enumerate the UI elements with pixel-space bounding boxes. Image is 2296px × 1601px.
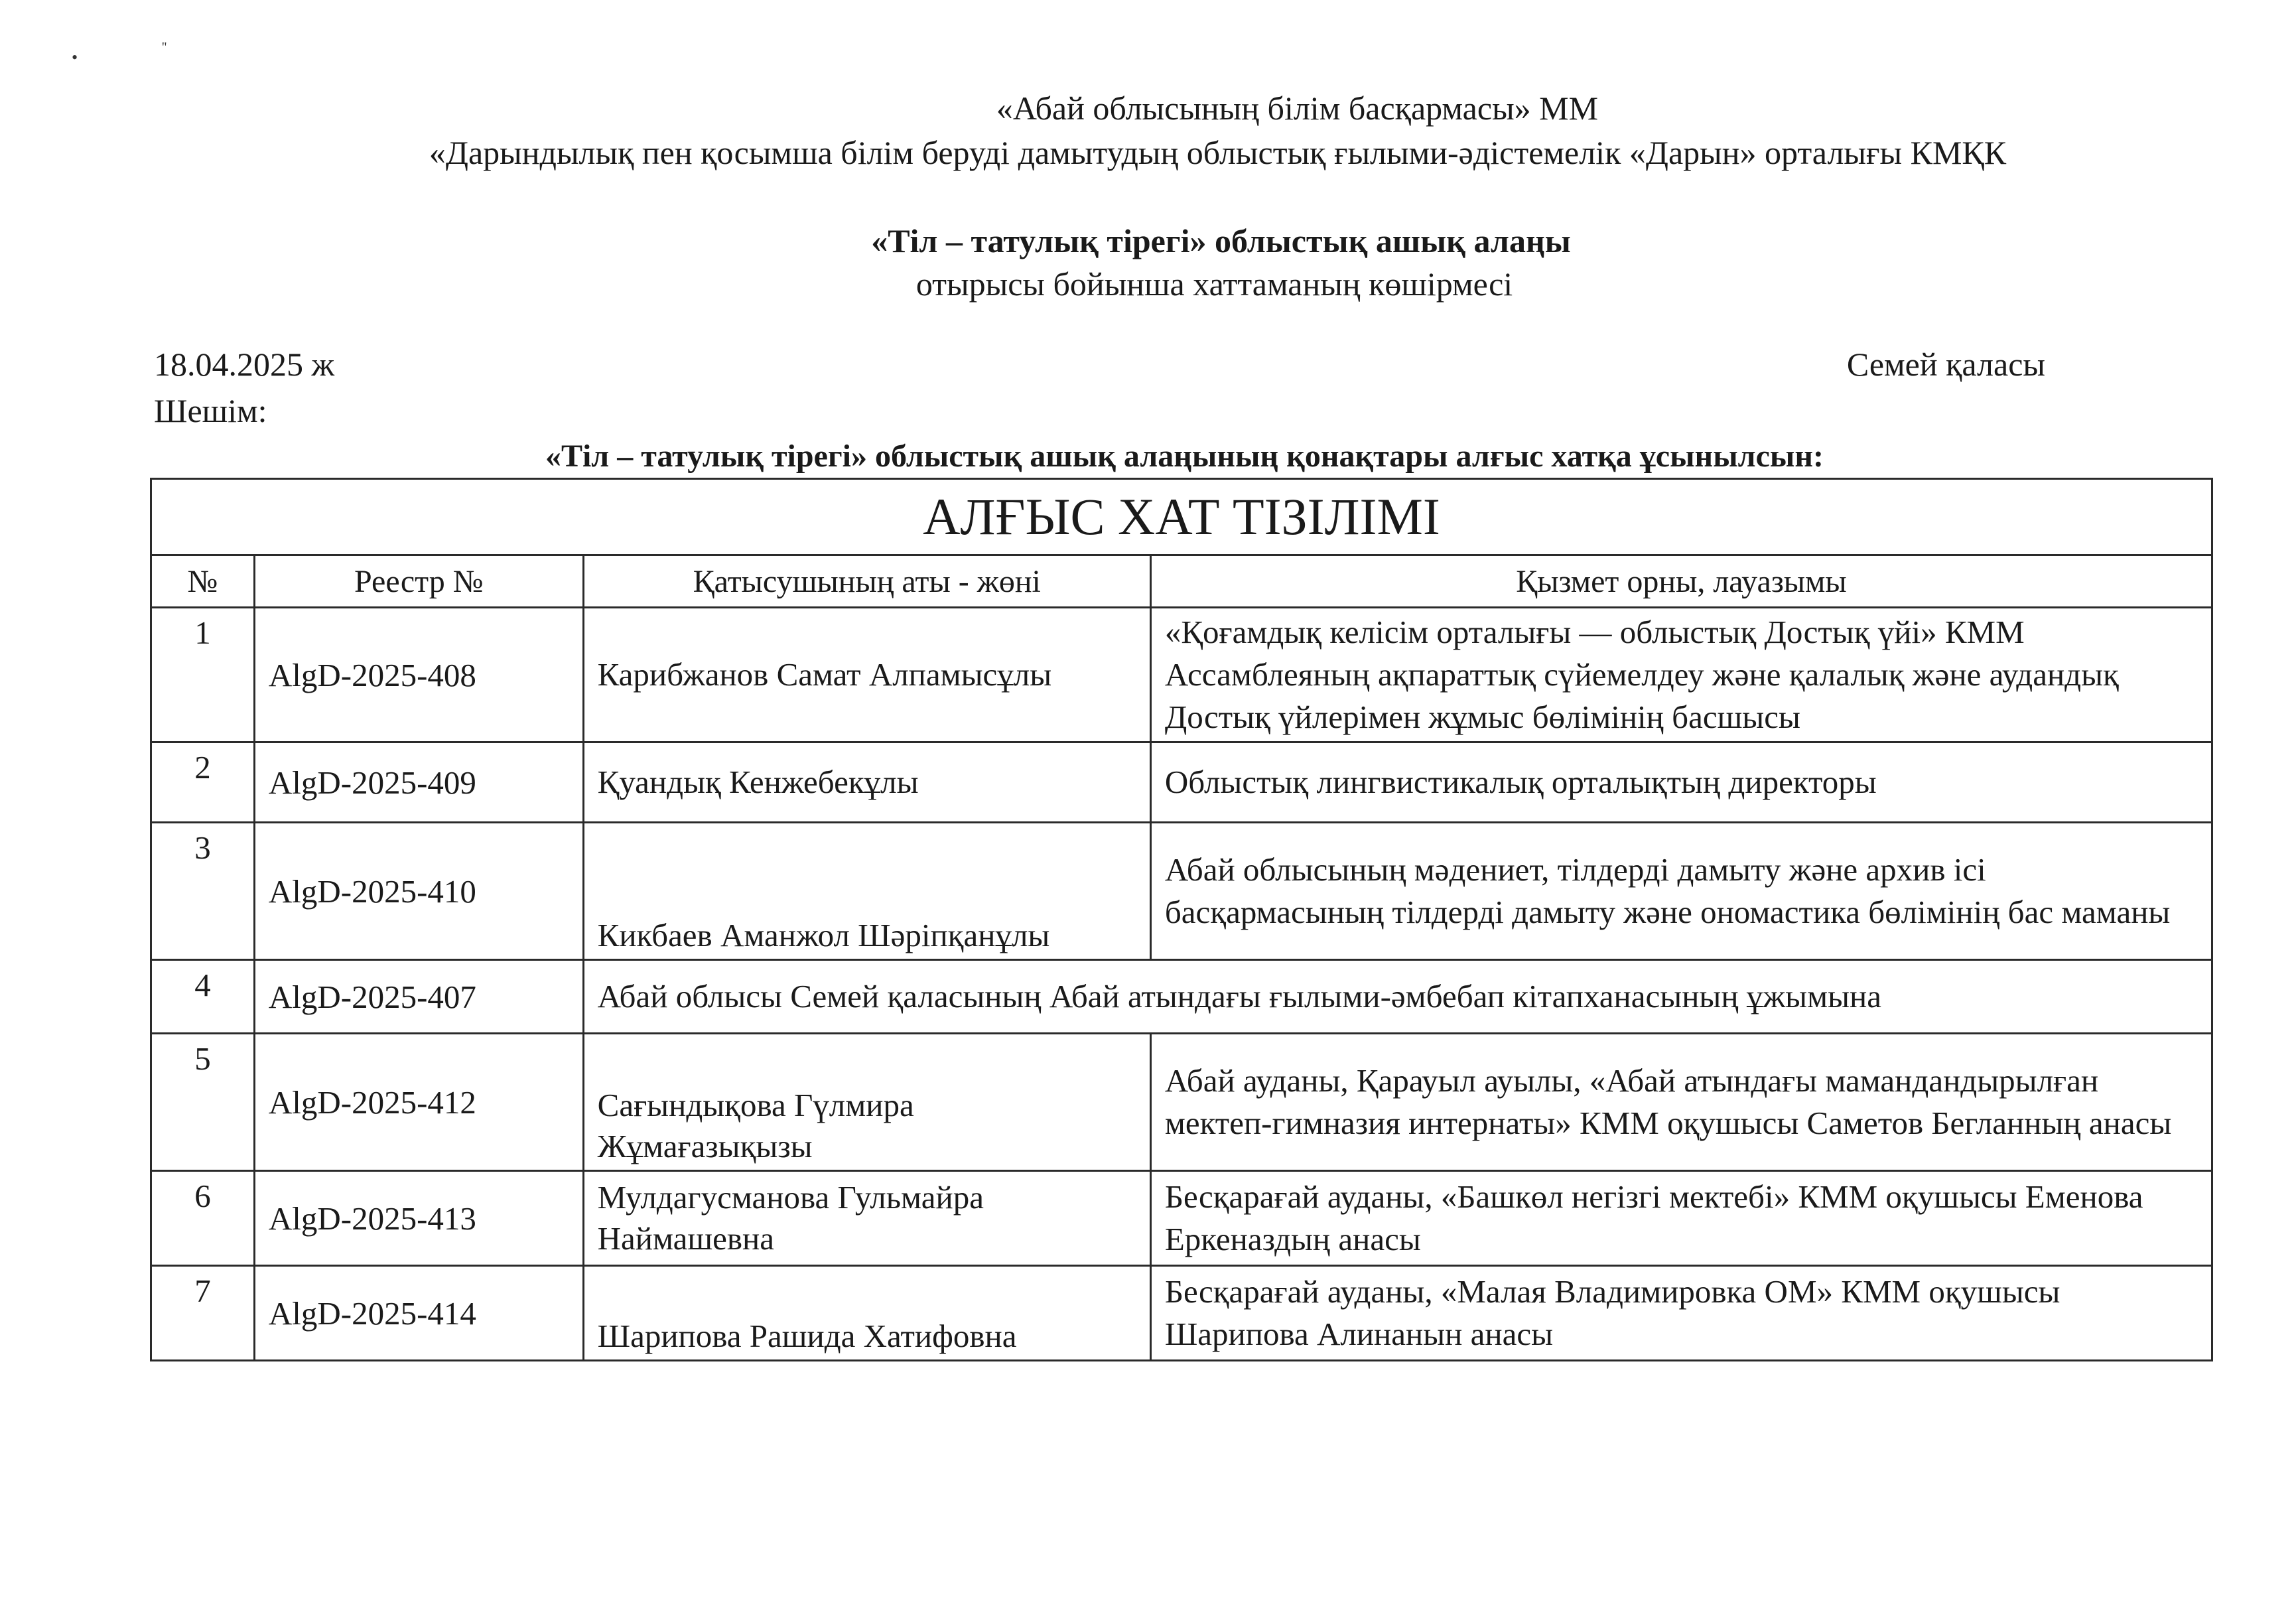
header-number: № [151, 555, 255, 608]
registry-table [150, 478, 2213, 1361]
document-date: 18.04.2025 ж [154, 346, 335, 383]
scan-dot-mark: • [72, 48, 78, 67]
scan-tick-mark: '' [162, 40, 167, 54]
row-name: Кикбаев Аманжол Шәріпқанұлы [583, 823, 1150, 960]
document-city: Семей қаласы [1846, 346, 2045, 383]
row-number: 5 [151, 1034, 255, 1171]
row-name: Қуандық Кенжебекұлы [583, 742, 1150, 823]
row-number: 7 [151, 1266, 255, 1361]
table-header-row [151, 555, 2212, 608]
row-registry: AlgD-2025-408 [254, 608, 583, 742]
row-place: Абай ауданы, Қарауыл ауылы, «Абай атындағы мамандандырылған мектеп-гимназия интернаты» КММ оқушысы Саметов Бегланның анасы [1150, 1034, 2212, 1171]
table-row [151, 960, 2212, 1034]
row-name: Абай облысы Семей қаласының Абай атындағы ғылыми-әмбебап кітапханасының ұжымына [583, 960, 2212, 1034]
row-name: Шарипова Рашида Хатифовна [583, 1266, 1150, 1361]
row-name: Карибжанов Самат Алпамысұлы [583, 608, 1150, 742]
table-caption: АЛҒЫС ХАТ ТІЗІЛІМІ [151, 479, 2212, 555]
table-row [151, 1266, 2212, 1361]
row-place: Облыстық лингвистикалық орталықтың директоры [1150, 742, 2212, 823]
org-line-2: «Дарындылық пен қосымша білім беруді дамытудың облыстық ғылыми-әдістемелік «Дарын» орталығы КМҚК [429, 134, 2007, 171]
row-number: 4 [151, 960, 255, 1034]
row-registry: AlgD-2025-412 [254, 1034, 583, 1171]
decision-label: Шешім: [154, 392, 267, 429]
header-participant-name: Қатысушының аты - жөні [583, 555, 1150, 608]
table-caption-row [151, 479, 2212, 555]
table-row [151, 1034, 2212, 1171]
row-place: Абай облысының мәдениет, тілдерді дамыту және архив ісі басқармасының тілдерді дамыту және ономастика бөлімінің бас маманы [1150, 823, 2212, 960]
row-number: 6 [151, 1171, 255, 1266]
table-row [151, 823, 2212, 960]
header-workplace-position: Қызмет орны, лауазымы [1150, 555, 2212, 608]
row-registry: AlgD-2025-409 [254, 742, 583, 823]
recommendation-text: «Тіл – татулық тірегі» облыстық ашық алаңының қонақтары алғыс хатқа ұсынылсын: [545, 439, 1824, 474]
row-name: Мулдагусманова Гульмайра Наймашевна [583, 1171, 1150, 1266]
row-number: 1 [151, 608, 255, 742]
row-number: 3 [151, 823, 255, 960]
row-registry: AlgD-2025-414 [254, 1266, 583, 1361]
row-registry: AlgD-2025-410 [254, 823, 583, 960]
row-place: Бесқарағай ауданы, «Башкөл негізгі мектебі» КММ оқушысы Еменова Еркеназдың анасы [1150, 1171, 2212, 1266]
org-line-1: «Абай облысының білім басқармасы» ММ [996, 90, 1599, 127]
table-row [151, 1171, 2212, 1266]
header-registry: Реестр № [254, 555, 583, 608]
event-title: «Тіл – татулық тірегі» облыстық ашық алаңы [871, 222, 1571, 259]
row-number: 2 [151, 742, 255, 823]
row-registry: AlgD-2025-407 [254, 960, 583, 1034]
row-place: «Қоғамдық келісім орталығы — облыстық Достық үйі» КММ Ассамблеяның ақпараттық сүйемелдеу және қалалық және аудандық Достық үйлерімен жұмыс бөлімінің басшысы [1150, 608, 2212, 742]
table-row [151, 742, 2212, 823]
table-row [151, 608, 2212, 742]
event-subtitle: отырысы бойынша хаттаманың көшірмесі [915, 265, 1513, 303]
row-name: Сағындықова Гүлмира Жұмағазықызы [583, 1034, 1150, 1171]
row-registry: AlgD-2025-413 [254, 1171, 583, 1266]
row-place: Бесқарағай ауданы, «Малая Владимировка ОМ» КММ оқушысы Шарипова Алинанын анасы [1150, 1266, 2212, 1361]
